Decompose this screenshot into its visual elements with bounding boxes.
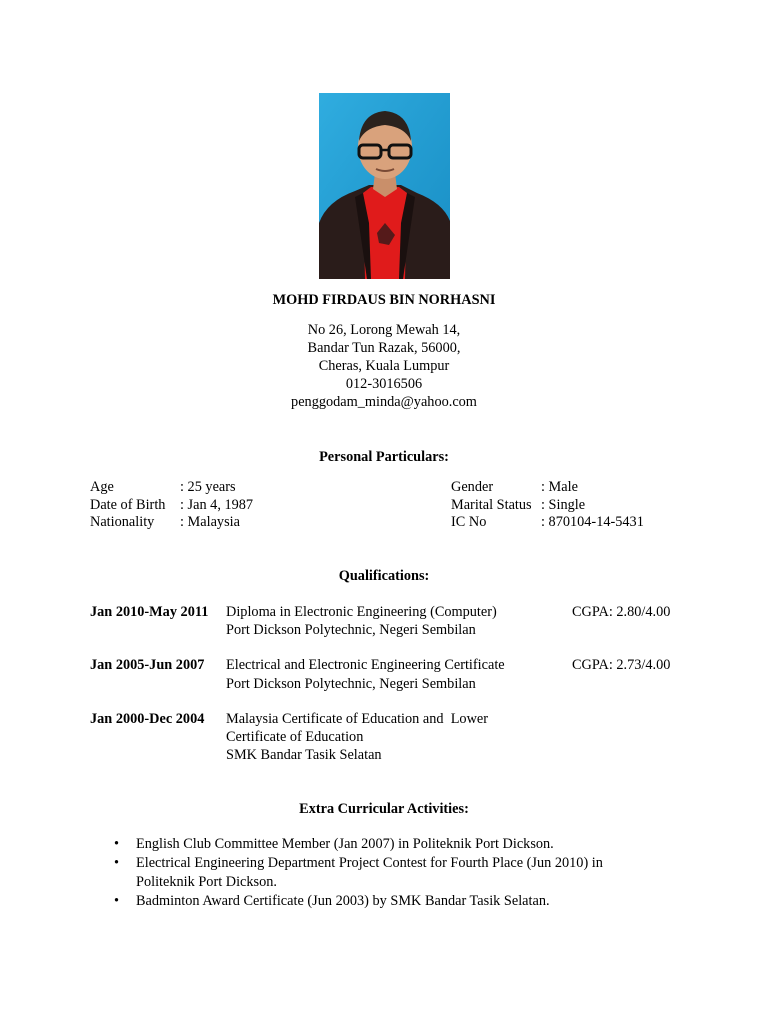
bullet-icon: • [114,893,120,909]
qualification-period: Jan 2010-May 2011 [90,604,209,620]
marital-label: Marital Status [451,497,532,513]
ic-value: : 870104-14-5431 [541,514,644,530]
list-item [90,835,690,854]
list-item [90,854,690,892]
age-value: : 25 years [180,479,236,495]
qualification-title-cont: Certificate of Education [226,729,364,745]
activity-text-cont: Politeknik Port Dickson. [136,874,277,890]
email-address: penggodam_minda@yahoo.com [291,394,477,410]
portrait-image [319,93,450,279]
personal-heading: Personal Particulars: [319,449,449,465]
dob-label: Date of Birth [90,497,166,513]
candidate-name: MOHD FIRDAUS BIN NORHASNI [272,292,496,308]
address-line: Bandar Tun Razak, 56000, [307,340,461,356]
nationality-label: Nationality [90,514,155,530]
list-item [90,892,690,911]
qualification-period: Jan 2000-Dec 2004 [90,711,205,727]
qualification-title: Malaysia Certificate of Education and Lower [226,711,489,727]
gender-value: : Male [541,479,578,495]
contact-address [0,321,768,411]
address-line: No 26, Lorong Mewah 14, [307,322,461,338]
activity-text: Badminton Award Certificate (Jun 2003) by SMK Bandar Tasik Selatan. [136,893,550,909]
address-line: Cheras, Kuala Lumpur [318,358,450,374]
activity-text: English Club Committee Member (Jan 2007) in Politeknik Port Dickson. [136,836,554,852]
activities-list [90,835,690,911]
bullet-icon: • [114,836,120,852]
ic-label: IC No [451,514,487,530]
bullet-icon: • [114,855,120,871]
qualification-institution: Port Dickson Polytechnic, Negeri Sembilan [226,622,476,638]
qualifications-heading: Qualifications: [338,568,430,584]
dob-value: : Jan 4, 1987 [180,497,254,513]
qualification-cgpa: CGPA: 2.80/4.00 [572,604,671,620]
marital-value: : Single [541,497,586,513]
age-label: Age [90,479,114,495]
extra-heading: Extra Curricular Activities: [299,801,469,817]
qualification-institution: SMK Bandar Tasik Selatan [226,747,382,763]
qualification-cgpa: CGPA: 2.73/4.00 [572,657,671,673]
activity-text: Electrical Engineering Department Project Contest for Fourth Place (Jun 2010) in [136,855,603,871]
gender-label: Gender [451,479,494,495]
qualification-title: Diploma in Electronic Engineering (Computer) [226,604,497,620]
qualification-period: Jan 2005-Jun 2007 [90,657,205,673]
profile-photo [319,93,450,279]
nationality-value: : Malaysia [180,514,240,530]
phone-number: 012-3016506 [345,376,423,392]
qualification-title: Electrical and Electronic Engineering Certificate [226,657,505,673]
qualification-institution: Port Dickson Polytechnic, Negeri Sembilan [226,676,476,692]
